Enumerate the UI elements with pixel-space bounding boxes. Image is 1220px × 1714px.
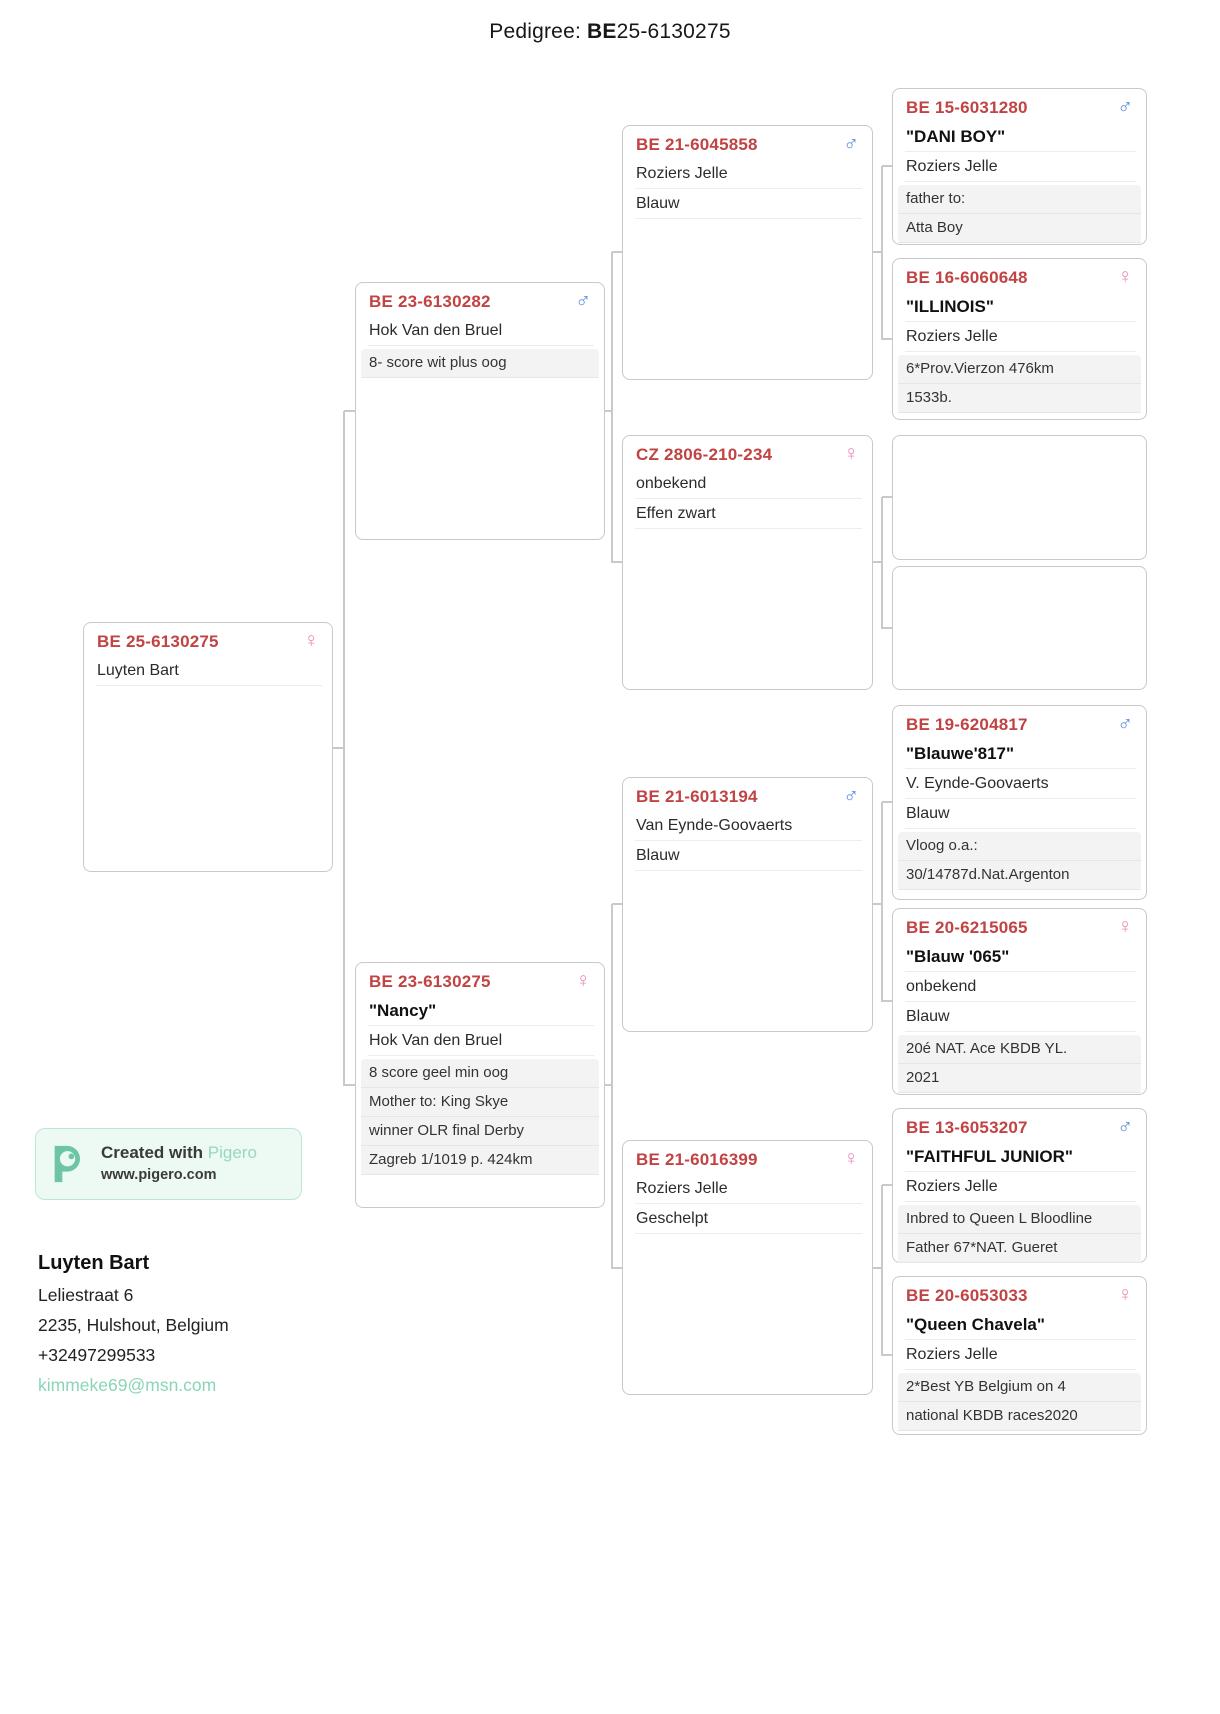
ring-number: BE 21-6045858 <box>636 135 758 154</box>
info-block <box>898 1373 1141 1431</box>
ring-number: BE 20-6053033 <box>906 1286 1028 1305</box>
pigeon-name: "FAITHFUL JUNIOR" <box>905 1142 1136 1172</box>
ring-row <box>635 442 862 469</box>
info-line: 30/14787d.Nat.Argenton <box>898 861 1141 890</box>
color-line: Effen zwart <box>635 499 862 529</box>
ring-number: BE 23-6130275 <box>369 972 491 991</box>
node-fmm-unknown <box>892 566 1147 690</box>
female-icon: ♀ <box>1117 915 1133 938</box>
node-fff <box>892 88 1147 245</box>
info-block <box>361 1059 599 1175</box>
info-line: 1533b. <box>898 384 1141 413</box>
fancier-name: Roziers Jelle <box>905 1172 1136 1202</box>
badge-url: www.pigero.com <box>101 1167 217 1183</box>
page-title-label: Pedigree: <box>489 20 588 43</box>
color-line: Blauw <box>905 799 1136 829</box>
ring-number: CZ 2806-210-234 <box>636 445 773 464</box>
node-subject <box>83 622 333 872</box>
owner-block <box>38 1248 358 1400</box>
node-ffm <box>892 258 1147 420</box>
info-line: 20é NAT. Ace KBDB YL. <box>898 1035 1141 1064</box>
pigero-badge-link[interactable] <box>35 1128 302 1200</box>
male-icon: ♂ <box>1117 712 1133 735</box>
info-line: 2021 <box>898 1064 1141 1093</box>
info-block <box>898 355 1141 413</box>
info-line: father to: <box>898 185 1141 214</box>
node-mff <box>892 705 1147 900</box>
node-mfm <box>892 908 1147 1095</box>
ring-row <box>635 1147 862 1174</box>
ring-row <box>905 1283 1136 1310</box>
owner-street: Leliestraat 6 <box>38 1285 134 1305</box>
badge-brand-label: Pigero <box>207 1143 257 1162</box>
owner-city: 2235, Hulshout, Belgium <box>38 1315 229 1335</box>
fancier-name: Roziers Jelle <box>635 159 862 189</box>
node-fmf-unknown <box>892 435 1147 560</box>
ring-number: BE 21-6016399 <box>636 1150 758 1169</box>
male-icon: ♂ <box>575 289 591 312</box>
fancier-name: V. Eynde-Goovaerts <box>905 769 1136 799</box>
info-line: Mother to: King Skye <box>361 1088 599 1117</box>
badge-text <box>101 1141 257 1187</box>
ring-row <box>905 1115 1136 1142</box>
node-father <box>355 282 605 540</box>
female-icon: ♀ <box>843 1147 859 1170</box>
info-line: winner OLR final Derby <box>361 1117 599 1146</box>
node-mmm <box>892 1276 1147 1435</box>
owner-name: Luyten Bart <box>38 1252 150 1274</box>
fancier-name: Hok Van den Bruel <box>368 316 594 346</box>
owner-email-link[interactable]: kimmeke69@msn.com <box>38 1375 217 1395</box>
color-line: Geschelpt <box>635 1204 862 1234</box>
info-line: 8- score wit plus oog <box>361 349 599 378</box>
ring-row <box>368 969 594 996</box>
fancier-name: Roziers Jelle <box>905 152 1136 182</box>
info-block <box>361 349 599 378</box>
female-icon: ♀ <box>303 629 319 652</box>
info-line: Father 67*NAT. Gueret <box>898 1234 1141 1263</box>
pigeon-name: "Nancy" <box>368 996 594 1026</box>
ring-number: BE 23-6130282 <box>369 292 491 311</box>
female-icon: ♀ <box>1117 1283 1133 1306</box>
pigero-logo-icon <box>48 1142 90 1186</box>
badge-created-with <box>101 1141 257 1164</box>
female-icon: ♀ <box>1117 265 1133 288</box>
owner-phone: +32497299533 <box>38 1345 156 1365</box>
info-line: 8 score geel min oog <box>361 1059 599 1088</box>
ring-number: BE 13-6053207 <box>906 1118 1028 1137</box>
female-icon: ♀ <box>843 442 859 465</box>
ring-number: BE 21-6013194 <box>636 787 758 806</box>
node-mother <box>355 962 605 1208</box>
info-line: Inbred to Queen L Bloodline <box>898 1205 1141 1234</box>
fancier-name: Luyten Bart <box>96 656 322 686</box>
info-block <box>898 185 1141 243</box>
color-line: Blauw <box>905 1002 1136 1032</box>
info-line: 6*Prov.Vierzon 476km <box>898 355 1141 384</box>
page-title-ring-country: BE <box>587 20 617 43</box>
fancier-name: onbekend <box>905 972 1136 1002</box>
ring-row <box>905 712 1136 739</box>
info-line: Zagreb 1/1019 p. 424km <box>361 1146 599 1175</box>
ring-number: BE 16-6060648 <box>906 268 1028 287</box>
info-line: Vloog o.a.: <box>898 832 1141 861</box>
ring-row <box>635 132 862 159</box>
color-line: Blauw <box>635 841 862 871</box>
badge-created-label: Created with <box>101 1143 204 1162</box>
pigeon-name: "Queen Chavela" <box>905 1310 1136 1340</box>
ring-number: BE 19-6204817 <box>906 715 1028 734</box>
fancier-name: Van Eynde-Goovaerts <box>635 811 862 841</box>
node-mmf <box>892 1108 1147 1263</box>
pigeon-name: "ILLINOIS" <box>905 292 1136 322</box>
pigeon-name: "DANI BOY" <box>905 122 1136 152</box>
female-icon: ♀ <box>575 969 591 992</box>
info-line: Atta Boy <box>898 214 1141 243</box>
node-fm <box>622 435 873 690</box>
info-line: 2*Best YB Belgium on 4 <box>898 1373 1141 1402</box>
ring-row <box>96 629 322 656</box>
fancier-name: onbekend <box>635 469 862 499</box>
ring-row <box>905 265 1136 292</box>
fancier-name: Roziers Jelle <box>905 322 1136 352</box>
fancier-name: Hok Van den Bruel <box>368 1026 594 1056</box>
node-ff <box>622 125 873 380</box>
pigeon-name: "Blauwe'817" <box>905 739 1136 769</box>
male-icon: ♂ <box>1117 95 1133 118</box>
male-icon: ♂ <box>1117 1115 1133 1138</box>
node-mf <box>622 777 873 1032</box>
page-title <box>0 20 1220 44</box>
fancier-name: Roziers Jelle <box>635 1174 862 1204</box>
pigeon-name: "Blauw '065" <box>905 942 1136 972</box>
color-line: Blauw <box>635 189 862 219</box>
node-mm <box>622 1140 873 1395</box>
ring-row <box>368 289 594 316</box>
ring-row <box>905 915 1136 942</box>
male-icon: ♂ <box>843 784 859 807</box>
ring-row <box>905 95 1136 122</box>
info-block <box>898 1035 1141 1093</box>
page-title-ring-number: 25-6130275 <box>616 20 731 43</box>
info-block <box>898 832 1141 890</box>
info-block <box>898 1205 1141 1263</box>
ring-number: BE 20-6215065 <box>906 918 1028 937</box>
info-line: national KBDB races2020 <box>898 1402 1141 1431</box>
male-icon: ♂ <box>843 132 859 155</box>
ring-number: BE 15-6031280 <box>906 98 1028 117</box>
ring-number: BE 25-6130275 <box>97 632 219 651</box>
fancier-name: Roziers Jelle <box>905 1340 1136 1370</box>
ring-row <box>635 784 862 811</box>
